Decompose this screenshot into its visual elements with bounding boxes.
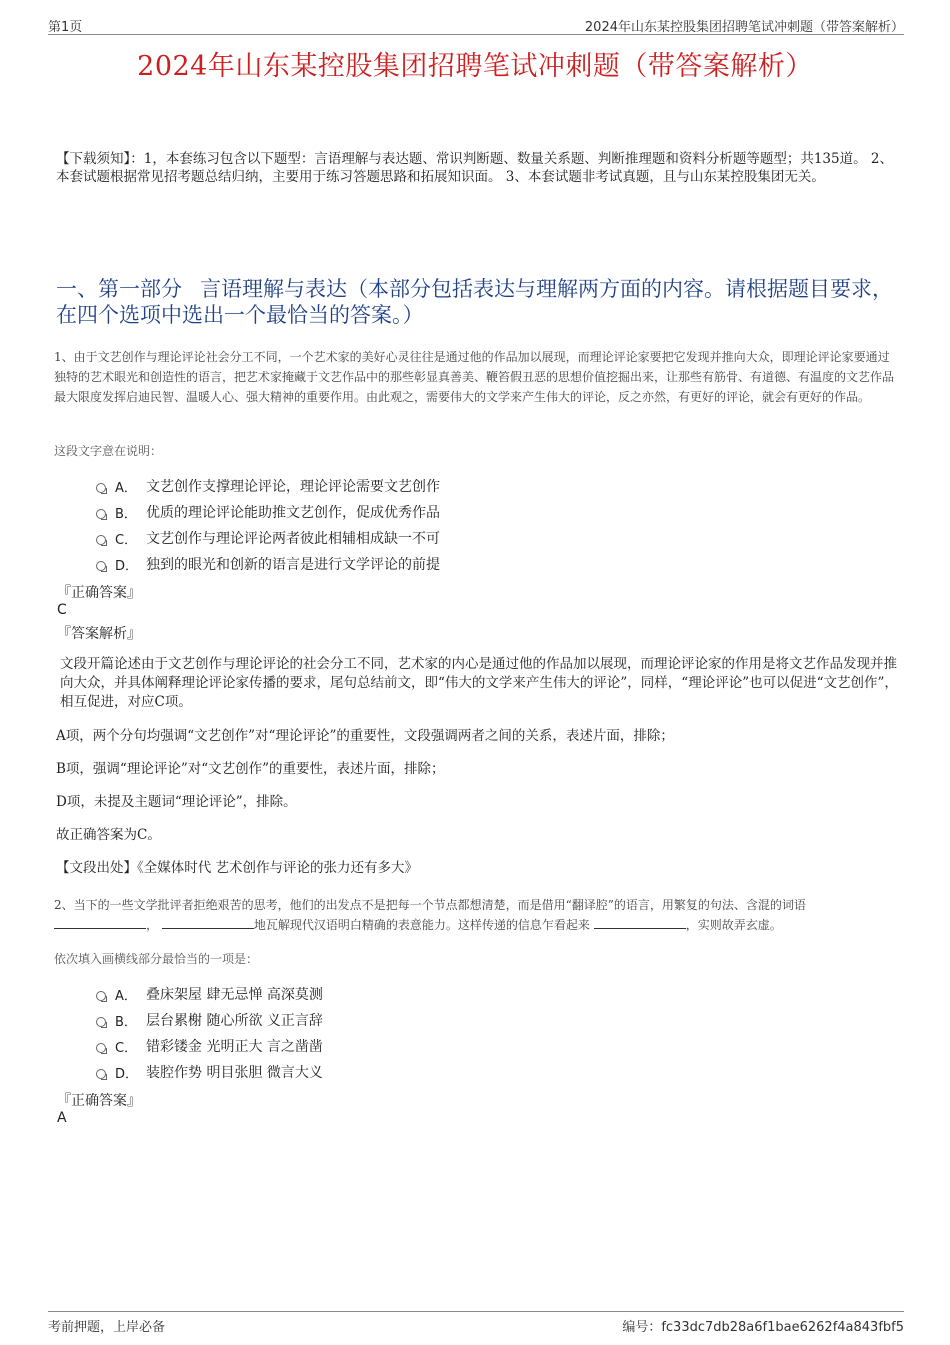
radio-icon[interactable]	[96, 509, 106, 519]
question-2-text	[54, 895, 899, 935]
analysis-paragraph: A项，两个分句均强调“文艺创作”对“理论评论”的重要性，文段强调两者之间的关系，表述片面，排除；	[56, 728, 674, 744]
radio-icon[interactable]	[96, 1069, 106, 1079]
question-1-prompt: 这段文字意在说明：	[54, 444, 163, 458]
option-letter: C．	[115, 533, 138, 548]
option-letter: C．	[115, 1041, 138, 1056]
page-number: 第1页	[48, 20, 83, 35]
radio-icon[interactable]	[96, 483, 106, 493]
document-code	[622, 1316, 904, 1335]
correct-answer: A	[57, 1110, 67, 1126]
radio-icon[interactable]	[96, 535, 106, 545]
header-doc-title: 2024年山东某控股集团招聘笔试冲刺题（带答案解析）	[584, 20, 904, 35]
option-text: 层台累榭 随心所欲 义正言辞	[146, 1013, 323, 1029]
option-letter: D．	[115, 1067, 139, 1082]
option-text: 文艺创作与理论评论两者彼此相辅相成缺一不可	[146, 531, 440, 547]
analysis-paragraph: B项，强调“理论评论”对“文艺创作”的重要性，表述片面，排除；	[56, 761, 445, 777]
analysis-label: 『答案解析』	[57, 626, 141, 642]
correct-answer-label: 『正确答案』	[57, 585, 141, 601]
option-text: 独到的眼光和创新的语言是进行文学评论的前提	[146, 557, 440, 573]
question-1-text: 1、由于文艺创作与理论评论社会分工不同，一个艺术家的美好心灵往往是通过他的作品加以展现，而理论评论家要把它发现并推向大众，即理论评论家要通过独特的艺术眼光和创造性的语言，把艺术家掩藏于文艺作品中的那些彰显真善美、鞭笞假丑恶的思想价值挖掘出来，让那些有筋骨、有道德、有温度的文艺作品最大限度发挥启迪民智、温暖人心、强大精神的重要作用。由此观之，需要伟大的文学来产生伟大的评论，反之亦然，有更好的评论，就会有更好的作品。	[54, 350, 895, 404]
option-text: 优质的理论评论能助推文艺创作，促成优秀作品	[146, 505, 440, 521]
option-letter: D．	[115, 559, 139, 574]
analysis-paragraph: D项，未提及主题词“理论评论”，排除。	[56, 794, 297, 810]
fill-blank[interactable]	[594, 917, 686, 929]
fill-blank[interactable]	[162, 917, 254, 929]
download-notice: 【下载须知】：1，本套练习包含以下题型：言语理解与表达题、常识判断题、数量关系题、判断推理题和资料分析题等题型；共135道。 2、本套试题根据常见招考题总结归纳，主要用于练习答题思路和拓展知识面。 3、本套试题非考试真题，且与山东某控股集团无关。	[56, 151, 893, 185]
analysis-paragraph: 故正确答案为C。	[56, 827, 161, 843]
radio-icon[interactable]	[96, 1043, 106, 1053]
page-footer	[48, 1311, 904, 1336]
option-text: 文艺创作支撑理论评论，理论评论需要文艺创作	[146, 479, 440, 495]
radio-icon[interactable]	[96, 1017, 106, 1027]
radio-icon[interactable]	[96, 991, 106, 1001]
question-text-part: ，	[146, 918, 159, 932]
correct-answer-label: 『正确答案』	[57, 1093, 141, 1109]
section-number: 一、第一部分	[56, 277, 182, 301]
analysis-paragraph: 文段开篇论述由于文艺创作与理论评论的社会分工不同，艺术家的内心是通过他的作品加以展现，而理论评论家的作用是将文艺作品发现并推向大众，并具体阐释理论评论家传播的要求，尾句总结前文，即“伟大的文学来产生伟大的评论”，同样，“理论评论”也可以促进“文艺创作”，相互促进，对应C项。	[60, 656, 898, 710]
option-text: 装腔作势 明目张胆 微言大义	[146, 1065, 323, 1081]
source-note: 【文段出处】《全媒体时代 艺术创作与评论的张力还有多大》	[56, 860, 419, 876]
option-text: 错彩镂金 光明正大 言之凿凿	[146, 1039, 323, 1055]
option-letter: A．	[115, 481, 137, 496]
section-title: 言语理解与表达（本部分包括表达与理解两方面的内容。请根据题目要求，在四个选项中选出一个最恰当的答案。）	[56, 277, 893, 327]
document-title: 2024年山东某控股集团招聘笔试冲刺题（带答案解析）	[137, 51, 813, 82]
correct-answer: C	[57, 602, 67, 618]
question-text-part: 地瓦解现代汉语明白精确的表意能力。这样传递的信息乍看起来	[253, 918, 590, 932]
code-label: 编号：	[622, 1320, 662, 1335]
question-text-part: 2、当下的一些文学批评者拒绝艰苦的思考，他们的出发点不是把每一个节点都想清楚，而是借用“翻译腔”的语言，用繁复的句法、含混的词语	[54, 898, 806, 912]
option-letter: B．	[115, 507, 137, 522]
code-value: fc33dc7db28a6f1bae6262f4a843fbf5	[661, 1320, 904, 1335]
footer-slogan: 考前押题，上岸必备	[48, 1320, 166, 1335]
section-heading	[56, 276, 896, 328]
question-2-prompt: 依次填入画横线部分最恰当的一项是：	[54, 952, 259, 966]
option-letter: B．	[115, 1015, 137, 1030]
page-header	[48, 14, 904, 35]
question-text-part: ，实则故弄玄虚。	[685, 918, 782, 932]
option-letter: A．	[115, 989, 137, 1004]
radio-icon[interactable]	[96, 561, 106, 571]
option-text: 叠床架屋 肆无忌惮 高深莫测	[146, 987, 323, 1003]
fill-blank[interactable]	[54, 917, 146, 929]
